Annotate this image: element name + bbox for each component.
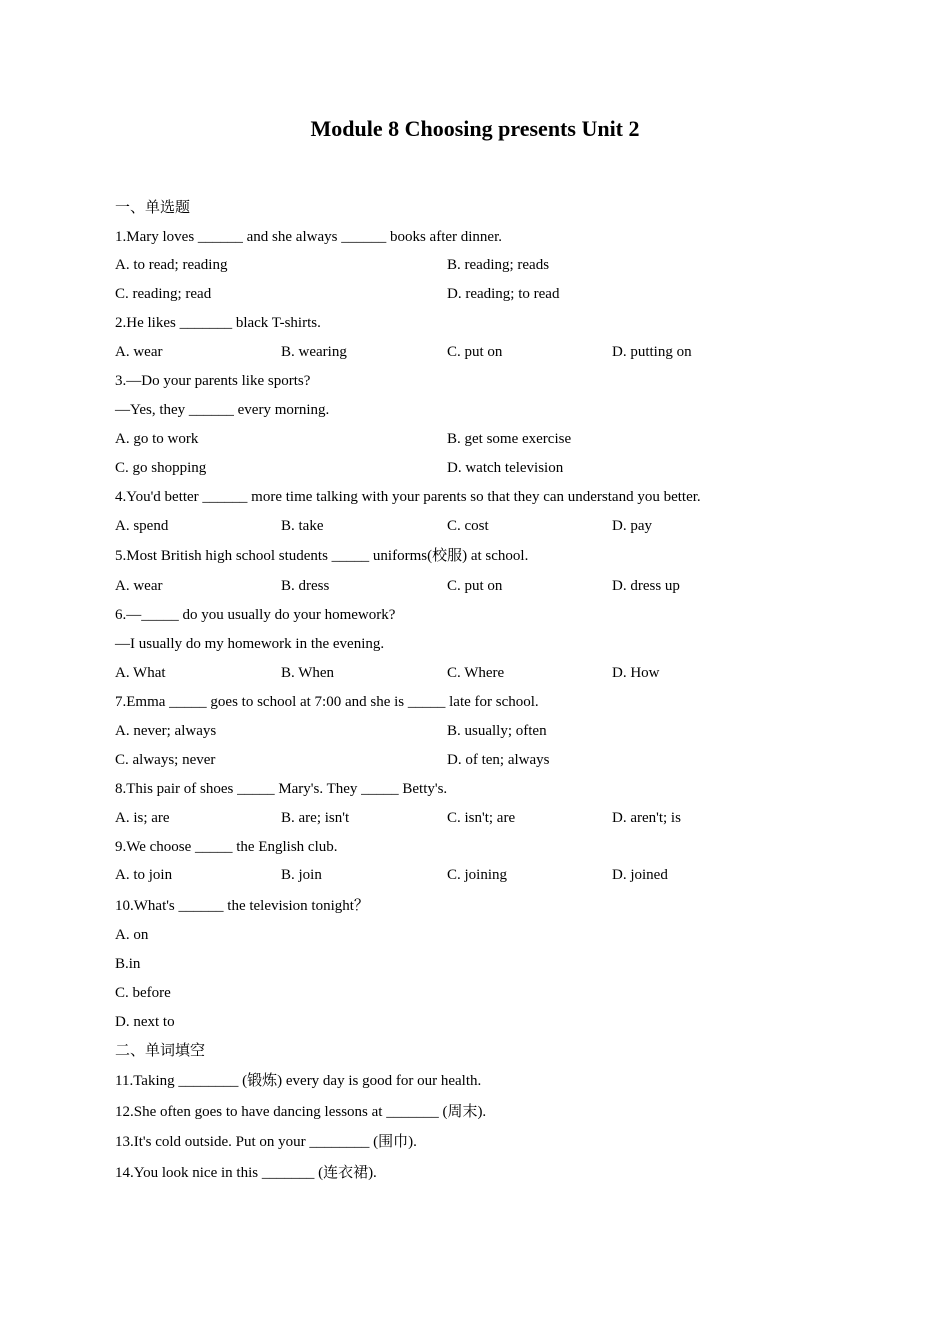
question-7-option-b: B. usually; often xyxy=(447,723,547,739)
question-11: 11.Taking ________ (锻炼) every day is good for our health. xyxy=(115,1073,482,1089)
section-heading-word-fill: 二、单词填空 xyxy=(115,1043,206,1059)
question-7-stem: 7.Emma _____ goes to school at 7:00 and she is _____ late for school. xyxy=(115,694,539,710)
question-2-option-a: A. wear xyxy=(115,344,163,360)
question-3-option-d: D. watch television xyxy=(447,460,564,476)
question-2-option-c: C. put on xyxy=(447,344,503,360)
section-heading-single-choice: 一、单选题 xyxy=(115,200,191,216)
question-7-option-a: A. never; always xyxy=(115,723,217,739)
question-2-option-b: B. wearing xyxy=(281,344,347,360)
question-6-stem: 6.—_____ do you usually do your homework? xyxy=(115,607,396,623)
question-1-option-a: A. to read; reading xyxy=(115,257,228,273)
question-6-option-c: C. Where xyxy=(447,665,505,681)
question-4-option-b: B. take xyxy=(281,518,324,534)
question-1-option-c: C. reading; read xyxy=(115,286,212,302)
page-title: Module 8 Choosing presents Unit 2 xyxy=(310,116,640,141)
question-13: 13.It's cold outside. Put on your ________ (围巾). xyxy=(115,1134,417,1150)
question-8-option-b: B. are; isn't xyxy=(281,810,350,826)
question-2-stem: 2.He likes _______ black T-shirts. xyxy=(115,315,321,331)
question-9-option-a: A. to join xyxy=(115,867,173,883)
question-4-stem: 4.You'd better ______ more time talking with your parents so that they can understand you better. xyxy=(115,489,701,505)
question-5-stem: 5.Most British high school students _____ uniforms(校服) at school. xyxy=(115,548,529,564)
question-10-option-c: C. before xyxy=(115,985,171,1001)
question-2-option-d: D. putting on xyxy=(612,344,692,360)
question-9-option-d: D. joined xyxy=(612,867,668,883)
question-6-stem-reply: —I usually do my homework in the evening. xyxy=(115,636,385,652)
question-5-option-d: D. dress up xyxy=(612,578,680,594)
question-3-option-a: A. go to work xyxy=(115,431,199,447)
question-9-option-b: B. join xyxy=(281,867,322,883)
question-10-option-b: B.in xyxy=(115,956,141,972)
question-8-option-a: A. is; are xyxy=(115,810,170,826)
question-8-option-c: C. isn't; are xyxy=(447,810,516,826)
question-10-option-a: A. on xyxy=(115,927,149,943)
question-4-option-d: D. pay xyxy=(612,518,652,534)
question-8-option-d: D. aren't; is xyxy=(612,810,681,826)
question-9-stem: 9.We choose _____ the English club. xyxy=(115,839,338,855)
question-3-stem-reply: —Yes, they ______ every morning. xyxy=(115,402,330,418)
question-1-option-d: D. reading; to read xyxy=(447,286,560,302)
question-10-option-d: D. next to xyxy=(115,1014,175,1030)
question-6-option-b: B. When xyxy=(281,665,335,681)
question-8-stem: 8.This pair of shoes _____ Mary's. They _____ Betty's. xyxy=(115,781,448,797)
question-6-option-a: A. What xyxy=(115,665,166,681)
question-9-option-c: C. joining xyxy=(447,867,508,883)
question-14: 14.You look nice in this _______ (连衣裙). xyxy=(115,1165,377,1181)
question-3-option-b: B. get some exercise xyxy=(447,431,572,447)
question-3-stem: 3.—Do your parents like sports? xyxy=(115,373,311,389)
question-3-option-c: C. go shopping xyxy=(115,460,207,476)
question-5-option-a: A. wear xyxy=(115,578,163,594)
question-1-option-b: B. reading; reads xyxy=(447,257,550,273)
question-6-option-d: D. How xyxy=(612,665,660,681)
question-1-stem: 1.Mary loves ______ and she always ______ books after dinner. xyxy=(115,229,503,245)
question-7-option-d: D. of ten; always xyxy=(447,752,550,768)
question-4-option-a: A. spend xyxy=(115,518,169,534)
question-12: 12.She often goes to have dancing lessons at _______ (周末). xyxy=(115,1104,487,1120)
question-5-option-c: C. put on xyxy=(447,578,503,594)
question-10-stem: 10.What's ______ the television tonight？ xyxy=(115,898,369,914)
question-5-option-b: B. dress xyxy=(281,578,330,594)
question-7-option-c: C. always; never xyxy=(115,752,216,768)
question-4-option-c: C. cost xyxy=(447,518,489,534)
